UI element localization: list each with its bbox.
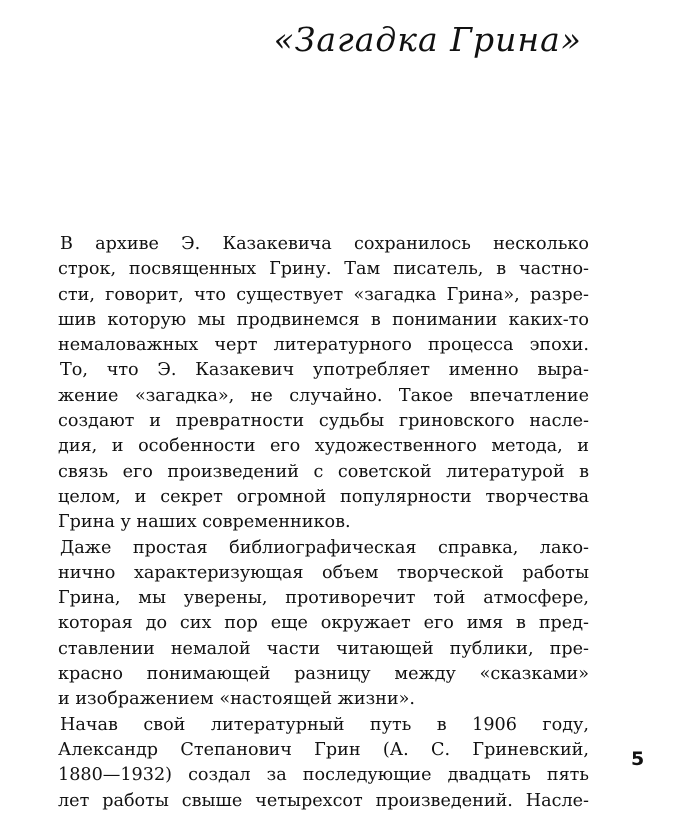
text-line: связь его произведений с советской литературой в bbox=[58, 461, 589, 482]
text-line: Даже простая библиографическая справка, лако- bbox=[60, 537, 589, 558]
text-line: и изображением «настоящей жизни». bbox=[58, 689, 415, 710]
page-number: 5 bbox=[631, 748, 645, 770]
paragraph bbox=[58, 713, 589, 814]
text-line: красно понимающей разницу между «сказками» bbox=[58, 664, 589, 685]
text-line: строк, посвященных Грину. Там писатель, в частно- bbox=[58, 259, 589, 280]
text-line: Грина у наших современников. bbox=[58, 512, 351, 533]
text-line: Начав свой литературный путь в 1906 году, bbox=[60, 714, 589, 735]
text-line: немаловажных черт литературного процесса эпохи. bbox=[58, 335, 589, 356]
chapter-title: «Загадка Грина» bbox=[273, 20, 582, 59]
text-line: которая до сих пор еще окружает его имя в пред- bbox=[58, 613, 589, 634]
paragraph bbox=[58, 536, 589, 713]
text-line: 1880—1932) создал за последующие двадцать пять bbox=[58, 765, 589, 786]
text-line: Александр Степанович Грин (А. С. Гриневский, bbox=[58, 739, 589, 760]
text-line: дия, и особенности его художественного метода, и bbox=[58, 436, 589, 457]
text-line: целом, и секрет огромной популярности творчества bbox=[58, 486, 589, 507]
paragraph bbox=[58, 358, 589, 535]
text-line: шив которую мы продвинемся в понимании каких-то bbox=[58, 309, 589, 330]
text-line: лет работы свыше четырехсот произведений. Насле- bbox=[58, 790, 589, 811]
body-text bbox=[58, 232, 589, 814]
text-line: создают и превратности судьбы гриновского насле- bbox=[58, 411, 589, 432]
text-line: То, что Э. Казакевич употребляет именно выра- bbox=[60, 360, 589, 381]
text-line: сти, говорит, что существует «загадка Грина», разре- bbox=[58, 284, 589, 305]
text-line: Грина, мы уверены, противоречит той атмосфере, bbox=[58, 588, 589, 609]
text-line: ставлении немалой части читающей публики, пре- bbox=[58, 638, 589, 659]
paragraph bbox=[58, 232, 589, 358]
text-line: жение «загадка», не случайно. Такое впечатление bbox=[58, 385, 589, 406]
text-line: В архиве Э. Казакевича сохранилось несколько bbox=[60, 234, 589, 254]
text-line: нично характеризующая объем творческой работы bbox=[58, 562, 589, 583]
